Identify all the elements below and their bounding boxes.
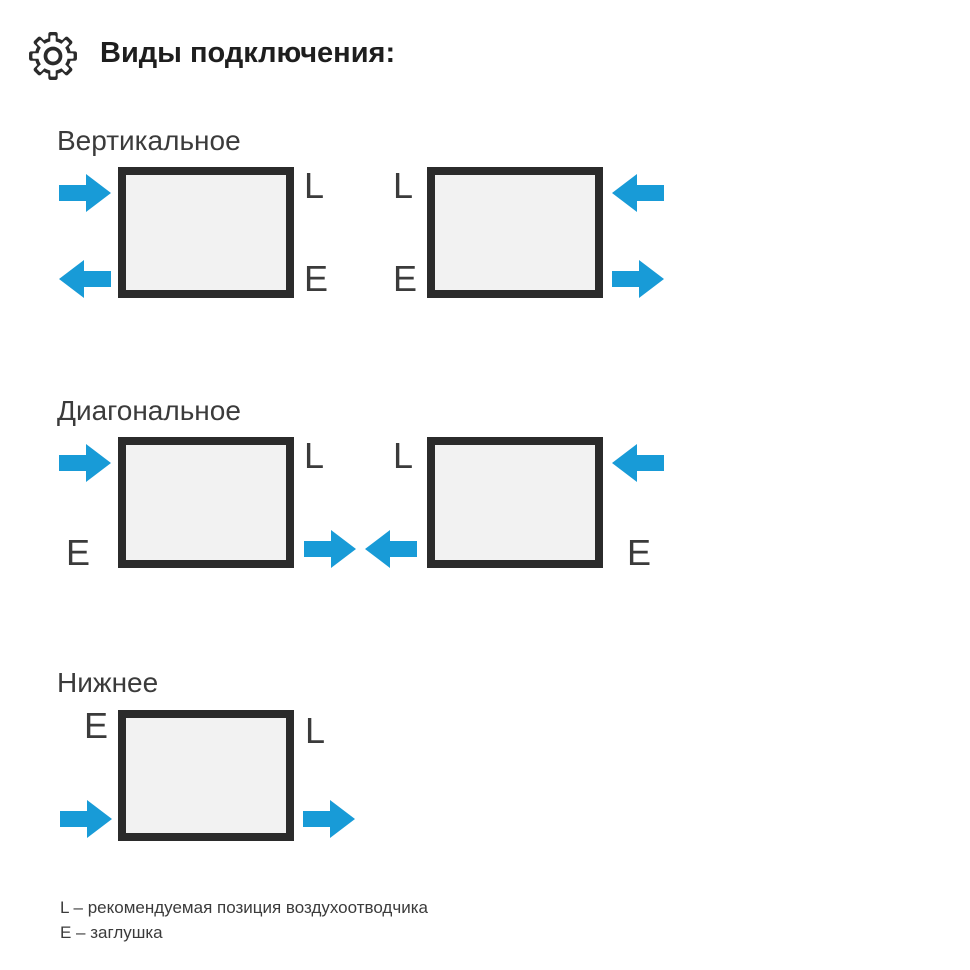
plug-label: E [66, 532, 91, 573]
plug-label: E [304, 258, 329, 299]
plug-label: E [393, 258, 418, 299]
flow-in-arrow-icon [612, 444, 664, 482]
plug-label: E [84, 705, 109, 746]
air-vent-label: L [305, 710, 326, 751]
plug-label: E [627, 532, 652, 573]
flow-in-arrow-icon [612, 174, 664, 212]
radiator-box [427, 167, 603, 298]
air-vent-label: L [393, 435, 414, 476]
page-title: Виды подключения: [100, 37, 396, 69]
air-vent-label: L [304, 435, 325, 476]
section-title-vertical: Вертикальное [57, 125, 241, 156]
flow-out-arrow-icon [304, 530, 356, 568]
section-title-bottom: Нижнее [57, 667, 159, 698]
gear-icon [28, 31, 78, 81]
flow-in-arrow-icon [59, 444, 111, 482]
flow-out-arrow-icon [612, 260, 664, 298]
legend-line-plug: E – заглушка [60, 923, 163, 942]
flow-out-arrow-icon [303, 800, 355, 838]
air-vent-label: L [393, 165, 414, 206]
flow-out-arrow-icon [59, 260, 111, 298]
legend [60, 895, 428, 945]
radiator-box [118, 437, 294, 568]
flow-out-arrow-icon [365, 530, 417, 568]
radiator-box [427, 437, 603, 568]
radiator-box [118, 167, 294, 298]
radiator-box [118, 710, 294, 841]
legend-line-air-vent: L – рекомендуемая позиция воздухоотводчика [60, 898, 428, 917]
flow-in-arrow-icon [60, 800, 112, 838]
air-vent-label: L [304, 165, 325, 206]
section-title-diagonal: Диагональное [57, 395, 241, 426]
flow-in-arrow-icon [59, 174, 111, 212]
